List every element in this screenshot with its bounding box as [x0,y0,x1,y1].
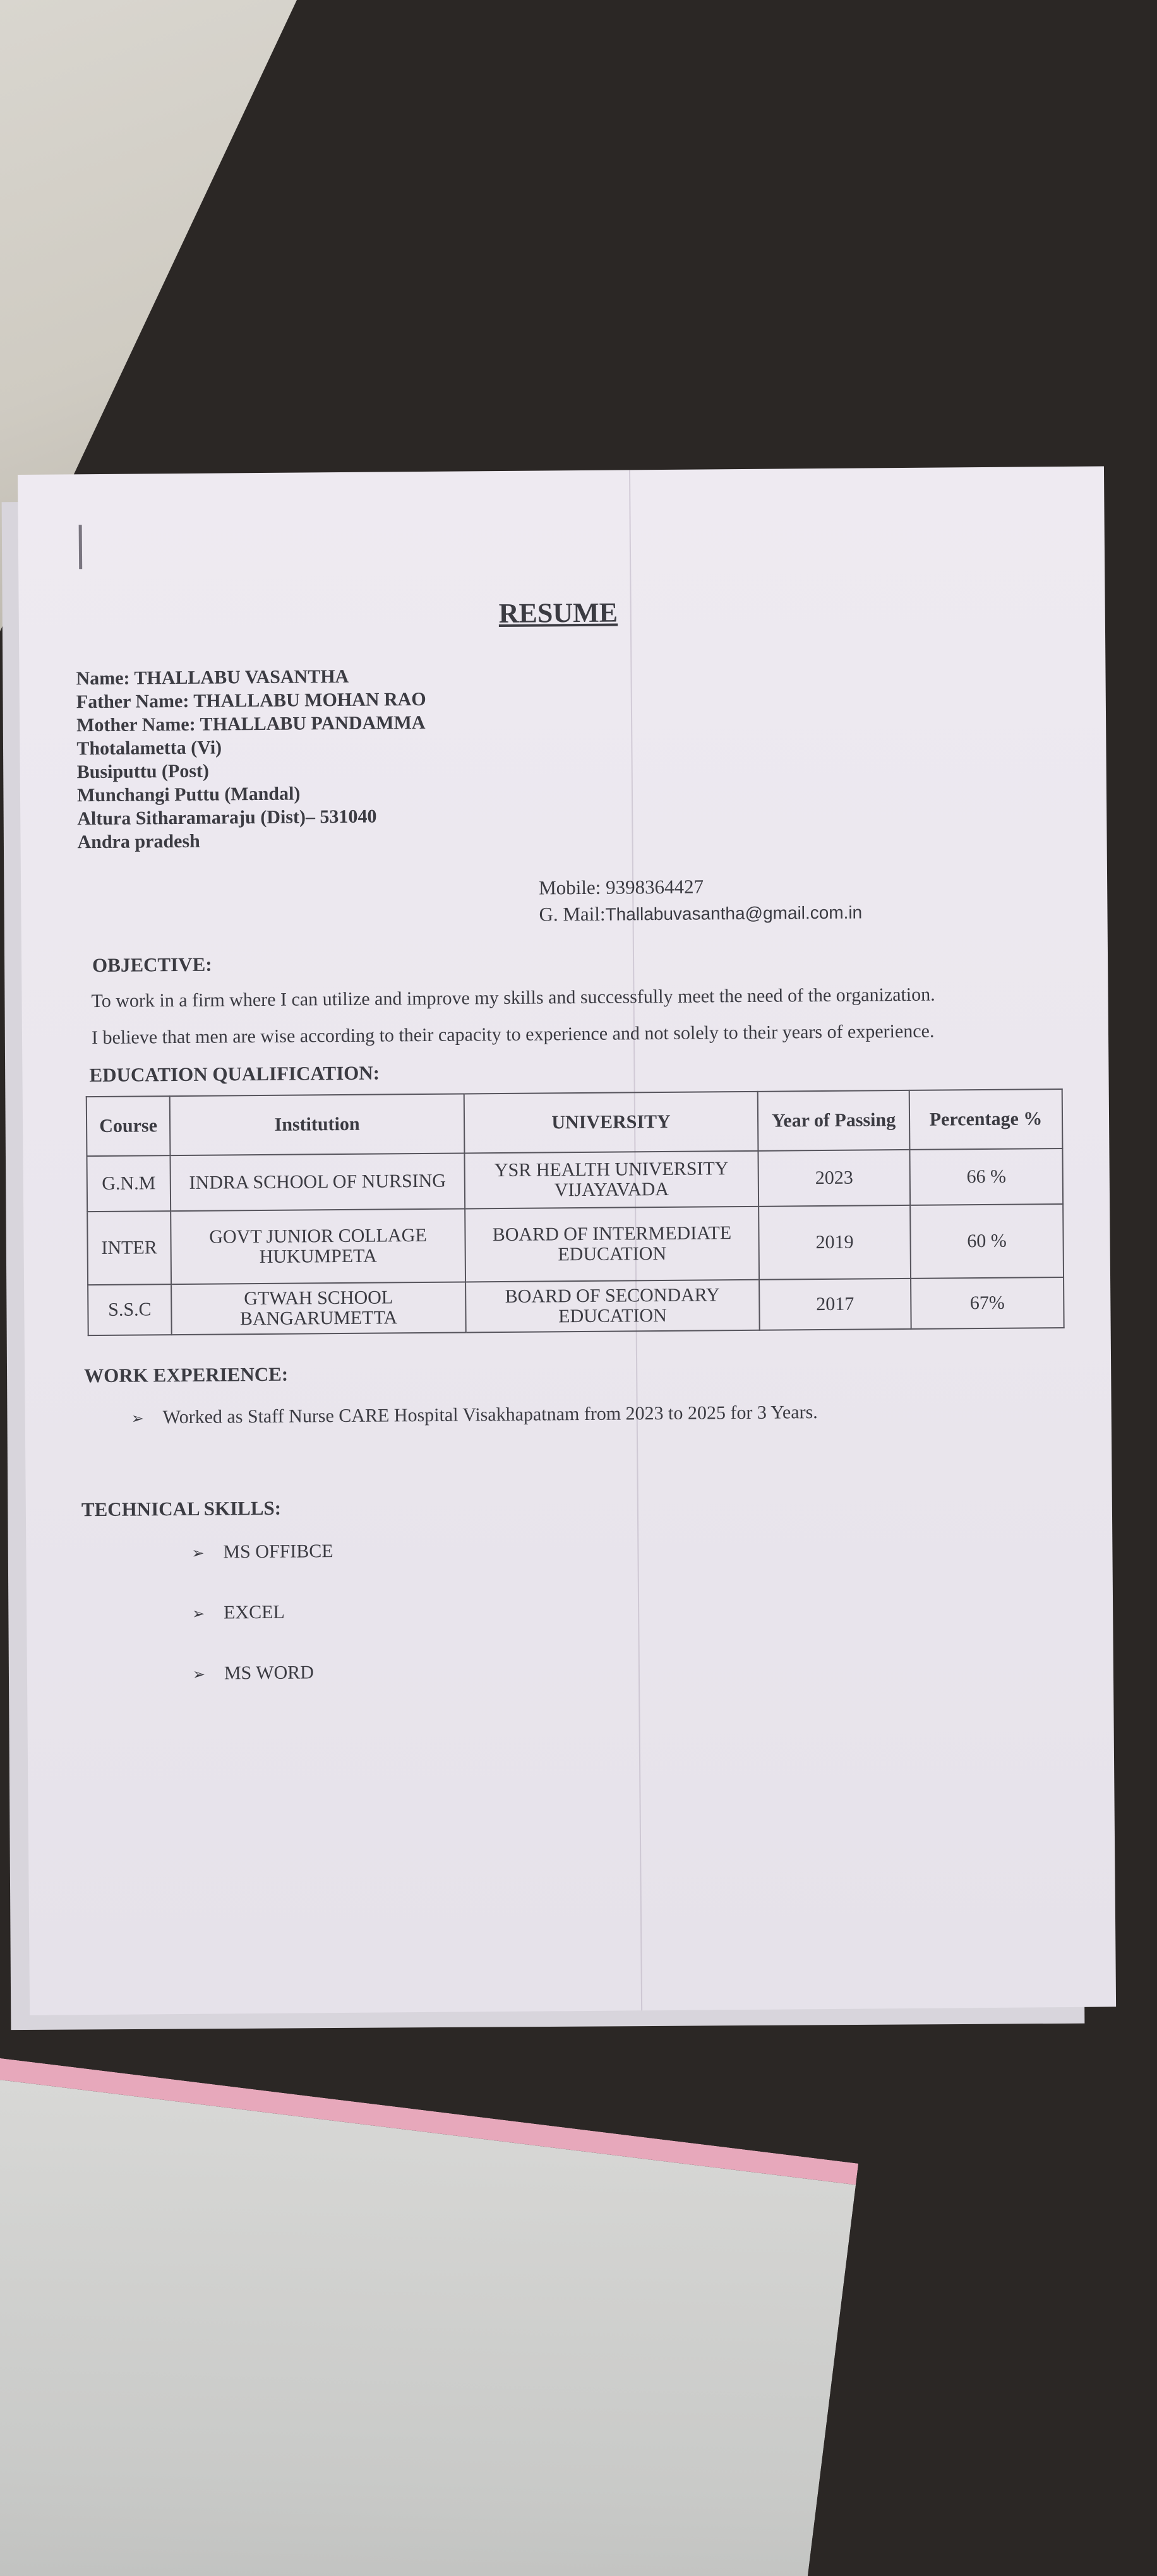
gmail-label: G. Mail: [539,902,606,926]
column-header-percentage: Percentage % [909,1089,1063,1150]
arrow-bullet-icon: ➢ [131,1409,144,1428]
cell-institution: GTWAH SCHOOL BANGARUMETTA [171,1282,466,1335]
objective-line-2: I believe that men are wise according to their capacity to experience and not solely to their years of experience. [91,1020,935,1049]
resume-sheet [18,466,1116,2015]
objective-heading: OBJECTIVE: [92,953,212,977]
cell-university: BOARD OF INTERMEDIATE EDUCATION [465,1207,759,1282]
list-item [193,1662,335,1724]
cell-course: INTER [87,1211,171,1285]
resume-title: RESUME [498,597,618,629]
skill-text: MS OFFIBCE [223,1541,333,1563]
cell-year: 2017 [759,1279,911,1330]
personal-details [76,664,427,854]
list-item [131,1402,818,1429]
cell-institution: INDRA SCHOOL OF NURSING [170,1153,465,1211]
education-heading: EDUCATION QUALIFICATION: [89,1061,380,1087]
mobile-line: Mobile: 9398364427 [539,875,704,899]
cell-percentage: 67% [911,1277,1064,1329]
father-name-line: Father Name: THALLABU MOHAN RAO [76,688,426,713]
arrow-bullet-icon: ➢ [191,1544,205,1562]
cell-institution: GOVT JUNIOR COLLAGE HUKUMPETA [171,1208,465,1284]
objective-line-1: To work in a firm where I can utilize and improve my skills and successfully meet the need of the organization. [91,984,935,1012]
table-header-row [87,1089,1063,1156]
list-item [192,1601,334,1663]
address-mandal: Munchangi Puttu (Mandal) [76,783,301,806]
cell-year: 2019 [758,1205,911,1280]
table-row [88,1277,1064,1335]
paper-edge-mark [79,525,83,569]
address-state: Andra pradesh [77,830,200,853]
education-table [86,1088,1065,1336]
column-header-course: Course [87,1096,171,1156]
column-header-institution: Institution [170,1094,465,1155]
arrow-bullet-icon: ➢ [192,1665,206,1683]
cell-year: 2023 [758,1150,910,1207]
table-row [87,1148,1063,1212]
technical-skills-list [191,1541,334,1724]
cell-university: BOARD OF SECONDARY EDUCATION [465,1280,760,1333]
mother-name-line: Mother Name: THALLABU PANDAMMA [76,712,426,736]
technical-skills-heading: TECHNICAL SKILLS: [81,1496,282,1521]
table-row [87,1204,1064,1285]
cell-course: G.N.M [87,1155,171,1212]
list-item [191,1541,333,1602]
work-item-text: Worked as Staff Nurse CARE Hospital Visakhapatnam from 2023 to 2025 for 3 Years. [162,1402,818,1428]
address-district: Altura Sitharamaraju (Dist)– 531040 [77,806,377,830]
skill-text: EXCEL [224,1601,285,1623]
contact-details [539,873,862,929]
address-village: Thotalametta (Vi) [76,737,222,760]
work-experience-heading: WORK EXPERIENCE: [84,1363,289,1387]
cell-course: S.S.C [88,1284,172,1335]
gmail-value: Thallabuvasantha@gmail.com.in [605,902,863,924]
cell-university: YSR HEALTH UNIVERSITY VIJAYAVADA [464,1151,758,1209]
column-header-university: UNIVERSITY [464,1092,758,1154]
work-experience-list [131,1402,818,1429]
gmail-line [539,899,862,929]
column-header-year: Year of Passing [758,1090,910,1151]
name-line: Name: THALLABU VASANTHA [76,665,349,689]
cell-percentage: 66 % [909,1148,1063,1205]
arrow-bullet-icon: ➢ [192,1604,205,1623]
fabric-corner [0,2052,858,2576]
address-post: Busiputtu (Post) [76,760,210,783]
skill-text: MS WORD [224,1662,315,1684]
cell-percentage: 60 % [910,1204,1064,1279]
